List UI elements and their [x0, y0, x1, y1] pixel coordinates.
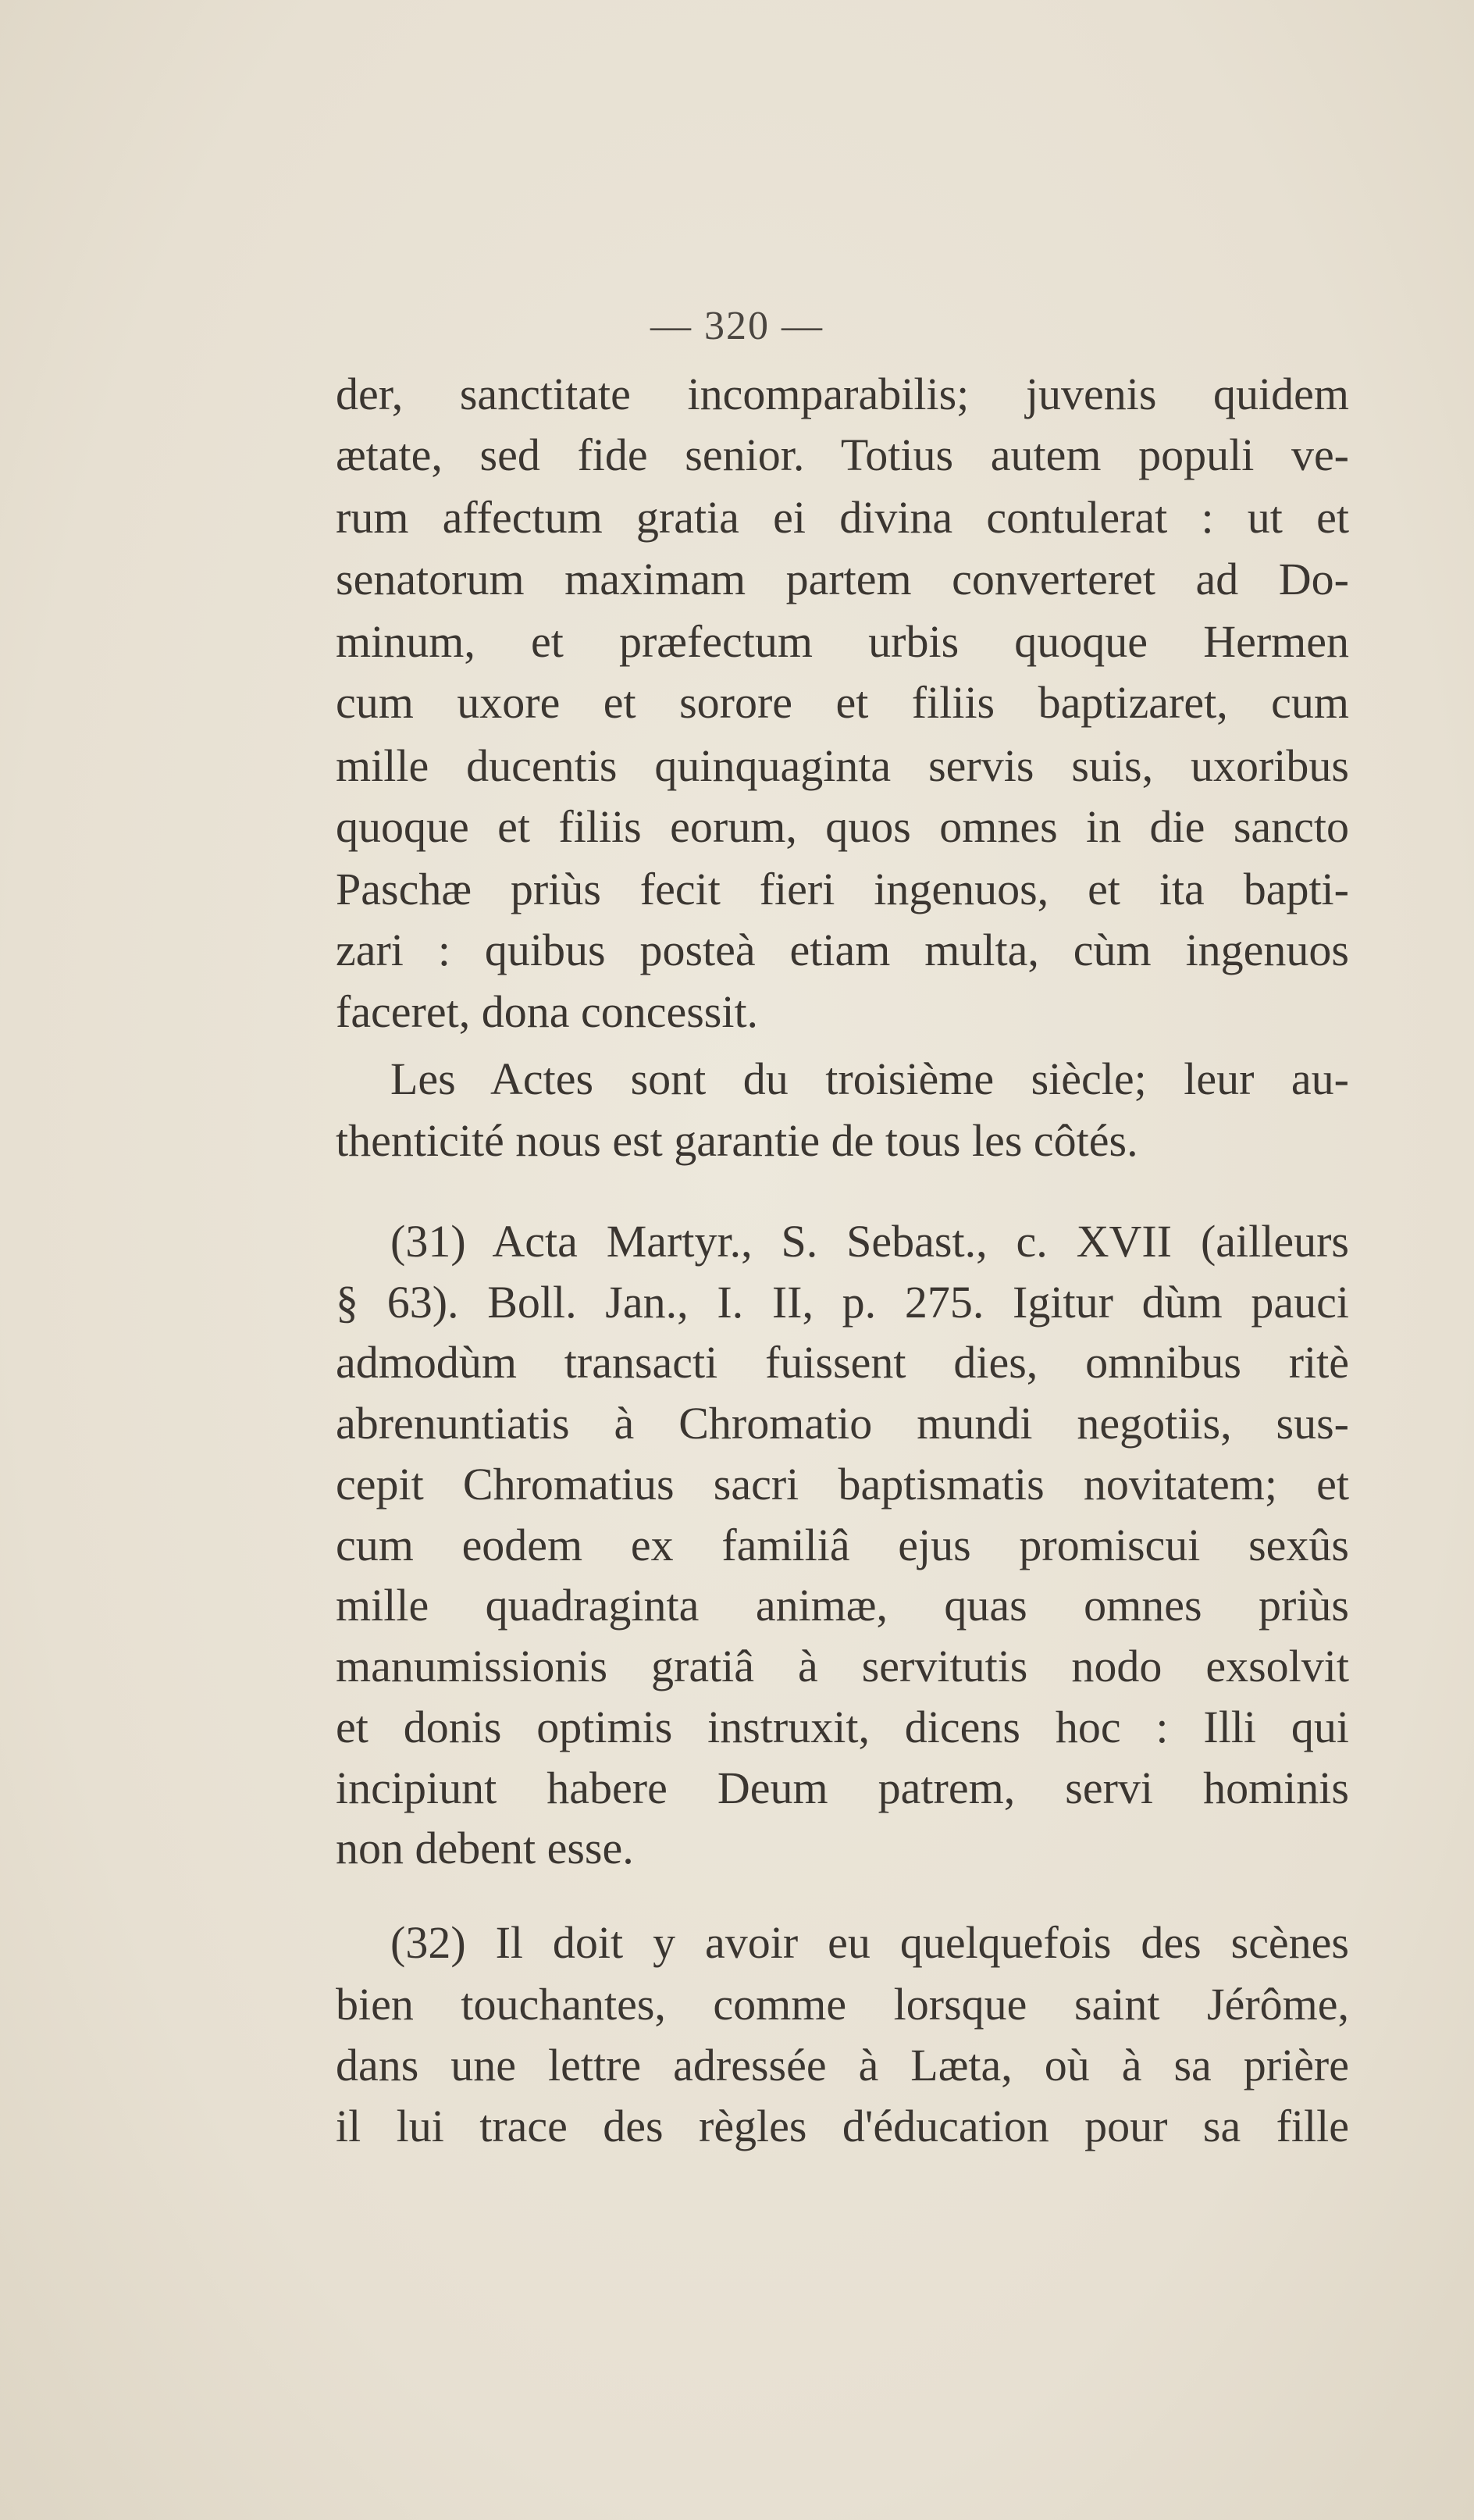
text-line: cum uxore et sorore et filiis baptizaret, cum [336, 677, 1349, 728]
text-line: et donis optimis instruxit, dicens hoc : Illi qui [336, 1702, 1349, 1752]
text-line: bien touchantes, comme lorsque saint Jérôme, [336, 1979, 1349, 2030]
text-line: quoque et filiis eorum, quos omnes in die sancto [336, 801, 1349, 852]
text-line: cum eodem ex familiâ ejus promiscui sexûs [336, 1520, 1349, 1570]
text-line: § 63). Boll. Jan., I. II, p. 275. Igitur dùm pauci [336, 1277, 1349, 1328]
text-line: incipiunt habere Deum patrem, servi hominis [336, 1763, 1349, 1813]
text-line: dans une lettre adressée à Læta, où à sa prière [336, 2040, 1349, 2090]
text-line: (32) Il doit y avoir eu quelquefois des scènes [390, 1917, 1349, 1968]
text-line: cepit Chromatius sacri baptismatis novitatem; et [336, 1459, 1349, 1510]
text-line: admodùm transacti fuissent dies, omnibus ritè [336, 1337, 1349, 1388]
text-line: mille quadraginta animæ, quas omnes priùs [336, 1580, 1349, 1631]
page-number: — 320 — [650, 304, 824, 348]
text-line: manumissionis gratiâ à servitutis nodo exsolvit [336, 1641, 1349, 1691]
text-line: rum affectum gratia ei divina contulerat : ut et [336, 492, 1349, 543]
text-line: (31) Acta Martyr., S. Sebast., c. XVII (ailleurs [390, 1216, 1349, 1267]
text-line: il lui trace des règles d'éducation pour sa fille [336, 2101, 1349, 2151]
text-line: der, sanctitate incomparabilis; juvenis quidem [336, 369, 1349, 419]
text-line: mille ducentis quinquaginta servis suis, uxoribus [336, 740, 1349, 791]
text-line: non debent esse. [336, 1823, 634, 1873]
text-line: ætate, sed fide senior. Totius autem populi ve- [336, 430, 1349, 480]
text-line: zari : quibus posteà etiam multa, cùm ingenuos [336, 925, 1349, 975]
text-line: faceret, dona concessit. [336, 986, 759, 1037]
text-line: minum, et præfectum urbis quoque Hermen [336, 616, 1349, 667]
text-line: abrenuntiatis à Chromatio mundi negotiis, sus- [336, 1398, 1349, 1449]
text-line: Paschæ priùs fecit fieri ingenuos, et ita bapti- [336, 864, 1349, 914]
text-line: thenticité nous est garantie de tous les côtés. [336, 1115, 1138, 1166]
text-line: senatorum maximam partem converteret ad Do- [336, 554, 1349, 604]
text-line: Les Actes sont du troisième siècle; leur au- [390, 1053, 1349, 1104]
